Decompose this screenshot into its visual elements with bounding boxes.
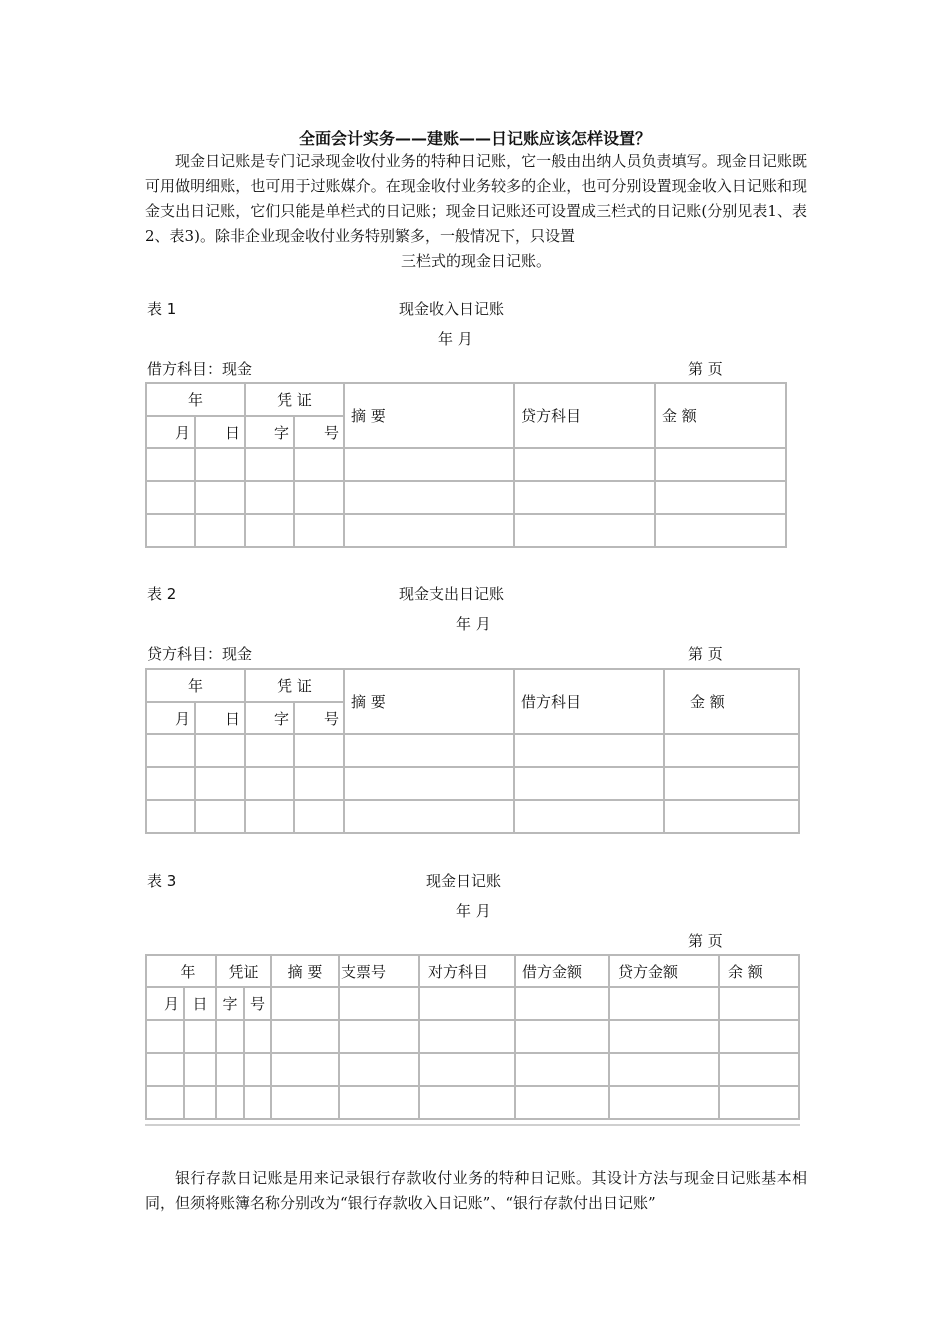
table3-bottom-rule bbox=[145, 1124, 800, 1126]
outro-paragraph bbox=[145, 1166, 807, 1216]
header-balance: 余 额 bbox=[719, 955, 799, 987]
header-credit-account: 贷方科目 bbox=[514, 383, 655, 448]
header-voucher: 凭证 bbox=[216, 955, 271, 987]
table2-title: 现金支出日记账 bbox=[399, 585, 505, 603]
header-month: 月 bbox=[146, 416, 195, 448]
header-word: 字 bbox=[245, 702, 294, 734]
table3-year-month: 年 月 bbox=[456, 902, 491, 920]
header-summary: 摘 要 bbox=[344, 383, 514, 448]
header-voucher: 凭 证 bbox=[245, 669, 344, 702]
header-summary: 摘 要 bbox=[344, 669, 514, 734]
table3-label: 表 3 bbox=[147, 872, 177, 890]
intro-text: 现金日记账是专门记录现金收付业务的特种日记账，它一般由出纳人员负责填写。现金日记账既可用做明细账，也可用于过账媒介。在现金收付业务较多的企业，也可分别设置现金收入日记账和现金支出日记账，它们只能是单栏式的日记账；现金日记账还可设置成三栏式的日记账(分别见表1、表2、表3)。除非企业现金收付业务特别繁多，一般情况下，只设置 bbox=[145, 152, 807, 245]
header-month: 月 bbox=[146, 987, 184, 1020]
header-word: 字 bbox=[216, 987, 244, 1020]
header-debit-amount: 借方金额 bbox=[515, 955, 609, 987]
page-title: 全面会计实务——建账——日记账应该怎样设置？ bbox=[298, 129, 651, 148]
table-row bbox=[146, 1086, 799, 1119]
header-voucher: 凭 证 bbox=[245, 383, 344, 416]
header-contra-account: 对方科目 bbox=[419, 955, 515, 987]
header-word: 字 bbox=[245, 416, 294, 448]
table-row bbox=[146, 955, 799, 987]
header-month: 月 bbox=[146, 702, 195, 734]
table-row bbox=[146, 481, 786, 514]
table-row bbox=[146, 767, 799, 800]
table1-page: 第 页 bbox=[688, 360, 723, 378]
table2-subject: 贷方科目：现金 bbox=[147, 645, 253, 663]
table2-label: 表 2 bbox=[147, 585, 177, 603]
header-day: 日 bbox=[195, 416, 245, 448]
table-row bbox=[146, 383, 786, 416]
table3-ledger bbox=[145, 954, 800, 1120]
table-row bbox=[146, 514, 786, 547]
table1-label: 表 1 bbox=[147, 300, 177, 318]
table-row bbox=[146, 669, 799, 702]
header-amount: 金 额 bbox=[655, 383, 786, 448]
table-row bbox=[146, 1020, 799, 1053]
header-day: 日 bbox=[184, 987, 216, 1020]
header-year: 年 bbox=[146, 669, 245, 702]
table2-page: 第 页 bbox=[688, 645, 723, 663]
table-row bbox=[146, 448, 786, 481]
table-row bbox=[146, 734, 799, 767]
intro-paragraph bbox=[145, 149, 807, 274]
intro-last-line: 三栏式的现金日记账。 bbox=[400, 252, 551, 270]
table1-title: 现金收入日记账 bbox=[399, 300, 505, 318]
table1-subject: 借方科目：现金 bbox=[147, 360, 253, 378]
table2-year-month: 年 月 bbox=[456, 615, 491, 633]
table3-title: 现金日记账 bbox=[426, 872, 502, 890]
header-credit-amount: 贷方金额 bbox=[609, 955, 719, 987]
outro-text: 银行存款日记账是用来记录银行存款收付业务的特种日记账。其设计方法与现金日记账基本相同，但须将账簿名称分别改为“银行存款收入日记账”、“银行存款付出日记账” bbox=[145, 1169, 807, 1212]
table1-ledger bbox=[145, 382, 787, 548]
table1-year-month: 年 月 bbox=[438, 330, 473, 348]
header-year: 年 bbox=[146, 383, 245, 416]
header-summary: 摘 要 bbox=[271, 955, 339, 987]
header-debit-account: 借方科目 bbox=[514, 669, 664, 734]
table-row bbox=[146, 1053, 799, 1086]
table3-page: 第 页 bbox=[688, 932, 723, 950]
header-day: 日 bbox=[195, 702, 245, 734]
table-row bbox=[146, 800, 799, 833]
header-cheque-number: 支票号 bbox=[339, 955, 419, 987]
table2-ledger bbox=[145, 668, 800, 834]
header-number: 号 bbox=[294, 416, 344, 448]
header-year: 年 bbox=[146, 955, 216, 987]
header-number: 号 bbox=[244, 987, 271, 1020]
table-row bbox=[146, 987, 799, 1020]
header-amount: 金 额 bbox=[664, 669, 799, 734]
header-number: 号 bbox=[294, 702, 344, 734]
